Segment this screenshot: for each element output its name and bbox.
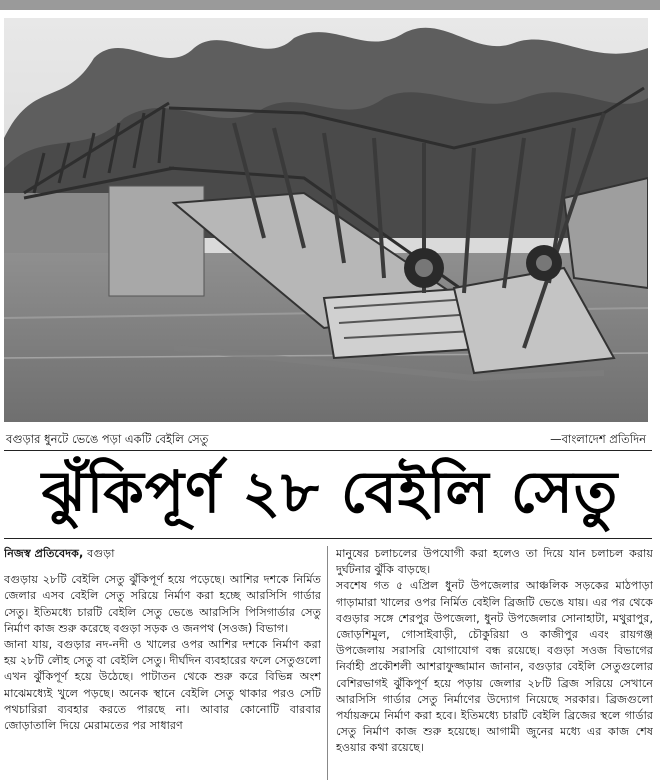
column-divider [327,546,328,780]
news-photo [4,18,648,422]
article-column-left [4,546,321,780]
dateline-place: বগুড়া [87,547,115,560]
reporter-label: নিজস্ব প্রতিবেদক, [4,547,84,560]
article-paragraph: জানা যায়, বগুড়ার নদ-নদী ও খালের ওপর আশির দশকে নির্মাণ করা হয় ২৮টি লৌহ সেতু বা বেইলি সেতু। দীর্ঘদিন ব্যবহারের ফলে সেতুগুলো এখন ঝুঁকিপূর্ণ হয়ে উঠেছে। পাটাতন থেকে শুরু করে বিভিন্ন অংশ মাঝেমধ্যেই খুলে পড়ছে। অনেক স্থানে বেইলি সেতু থাকার পরও সেটি পথচারিরা ব্যবহার করতে পারছে না। আবার কোনোটি বারবার জোড়াতালি দিয়ে মেরামতের পর সাধারণ [4,638,321,733]
photo-caption: বগুড়ার ধুনটে ভেঙে পড়া একটি বেইলি সেতু [6,432,209,446]
article-column-right [336,546,653,780]
collapsed-bridge-image [4,18,648,422]
headline-divider [4,538,652,539]
top-bar [0,0,660,10]
photo-credit: —বাংলাদেশ প্রতিদিন [550,432,646,446]
photo-caption-row [6,430,646,448]
headline: ঝুঁকিপূর্ণ ২৮ বেইলি সেতু [41,458,619,526]
caption-divider [4,450,652,451]
article-paragraph: সবশেষ গত ৫ এপ্রিল ধুনট উপজেলার আঞ্চলিক সড়কের মাঠপাড়া গাড়ামারা খালের ওপর নির্মিত বেইলি ব্রিজটি ভেঙে যায়। এর পর থেকে বগুড়ার সঙ্গে শেরপুর উপজেলা, ধুনট উপজেলার সোনাহাটা, মথুরাপুর, জোড়শিমুল, গোসাইবাড়ী, চৌকুরিয়া ও কাজীপুর এবং রায়গঞ্জ উপজেলায় সরাসরি যোগাযোগ বন্ধ রয়েছে। বগুড়া সওজ বিভাগের নির্বাহী প্রকৌশলী আশরাফুজ্জামান জানান, বগুড়ার বেইলি সেতুগুলোর বেশিরভাগই ঝুঁকিপূর্ণ হয়ে পড়ায় জেলার ২৮টি ব্রিজ সরিয়ে সেখানে আরসিসি গার্ডার সেতু নির্মাণের উদ্যোগ নিয়েছে সরকার। ব্রিজগুলো পর্যায়ক্রমে নির্মাণ করা হবে। ইতিমধ্যে চারটি বেইলি ব্রিজের স্থলে গার্ডার সেতু নির্মাণ কাজ শুরু হয়েছে। আগামী জুনের মধ্যে এর কাজ শেষ হওয়ার কথা রয়েছে। [336,579,653,755]
byline [4,546,321,562]
article-paragraph: মানুষের চলাচলের উপযোগী করা হলেও তা দিয়ে যান চলাচল করায় দুর্ঘটনার ঝুঁকি বাড়ছে। [336,547,653,577]
article-paragraph: বগুড়ায় ২৮টি বেইলি সেতু ঝুঁকিপূর্ণ হয়ে পড়েছে। আশির দশকে নির্মিত জেলার এসব বেইলি সেতু সরিয়ে নির্মাণ করা হচ্ছে আরসিসি গার্ডার সেতু। ইতিমধ্যে চারটি বেইলি সেতু ভেঙে আরসিসি পিসিগার্ডার সেতু নির্মাণ কাজ শুরু করেছে বগুড়া সড়ক ও জনপথ (সওজ) বিভাগ। [4,573,321,635]
